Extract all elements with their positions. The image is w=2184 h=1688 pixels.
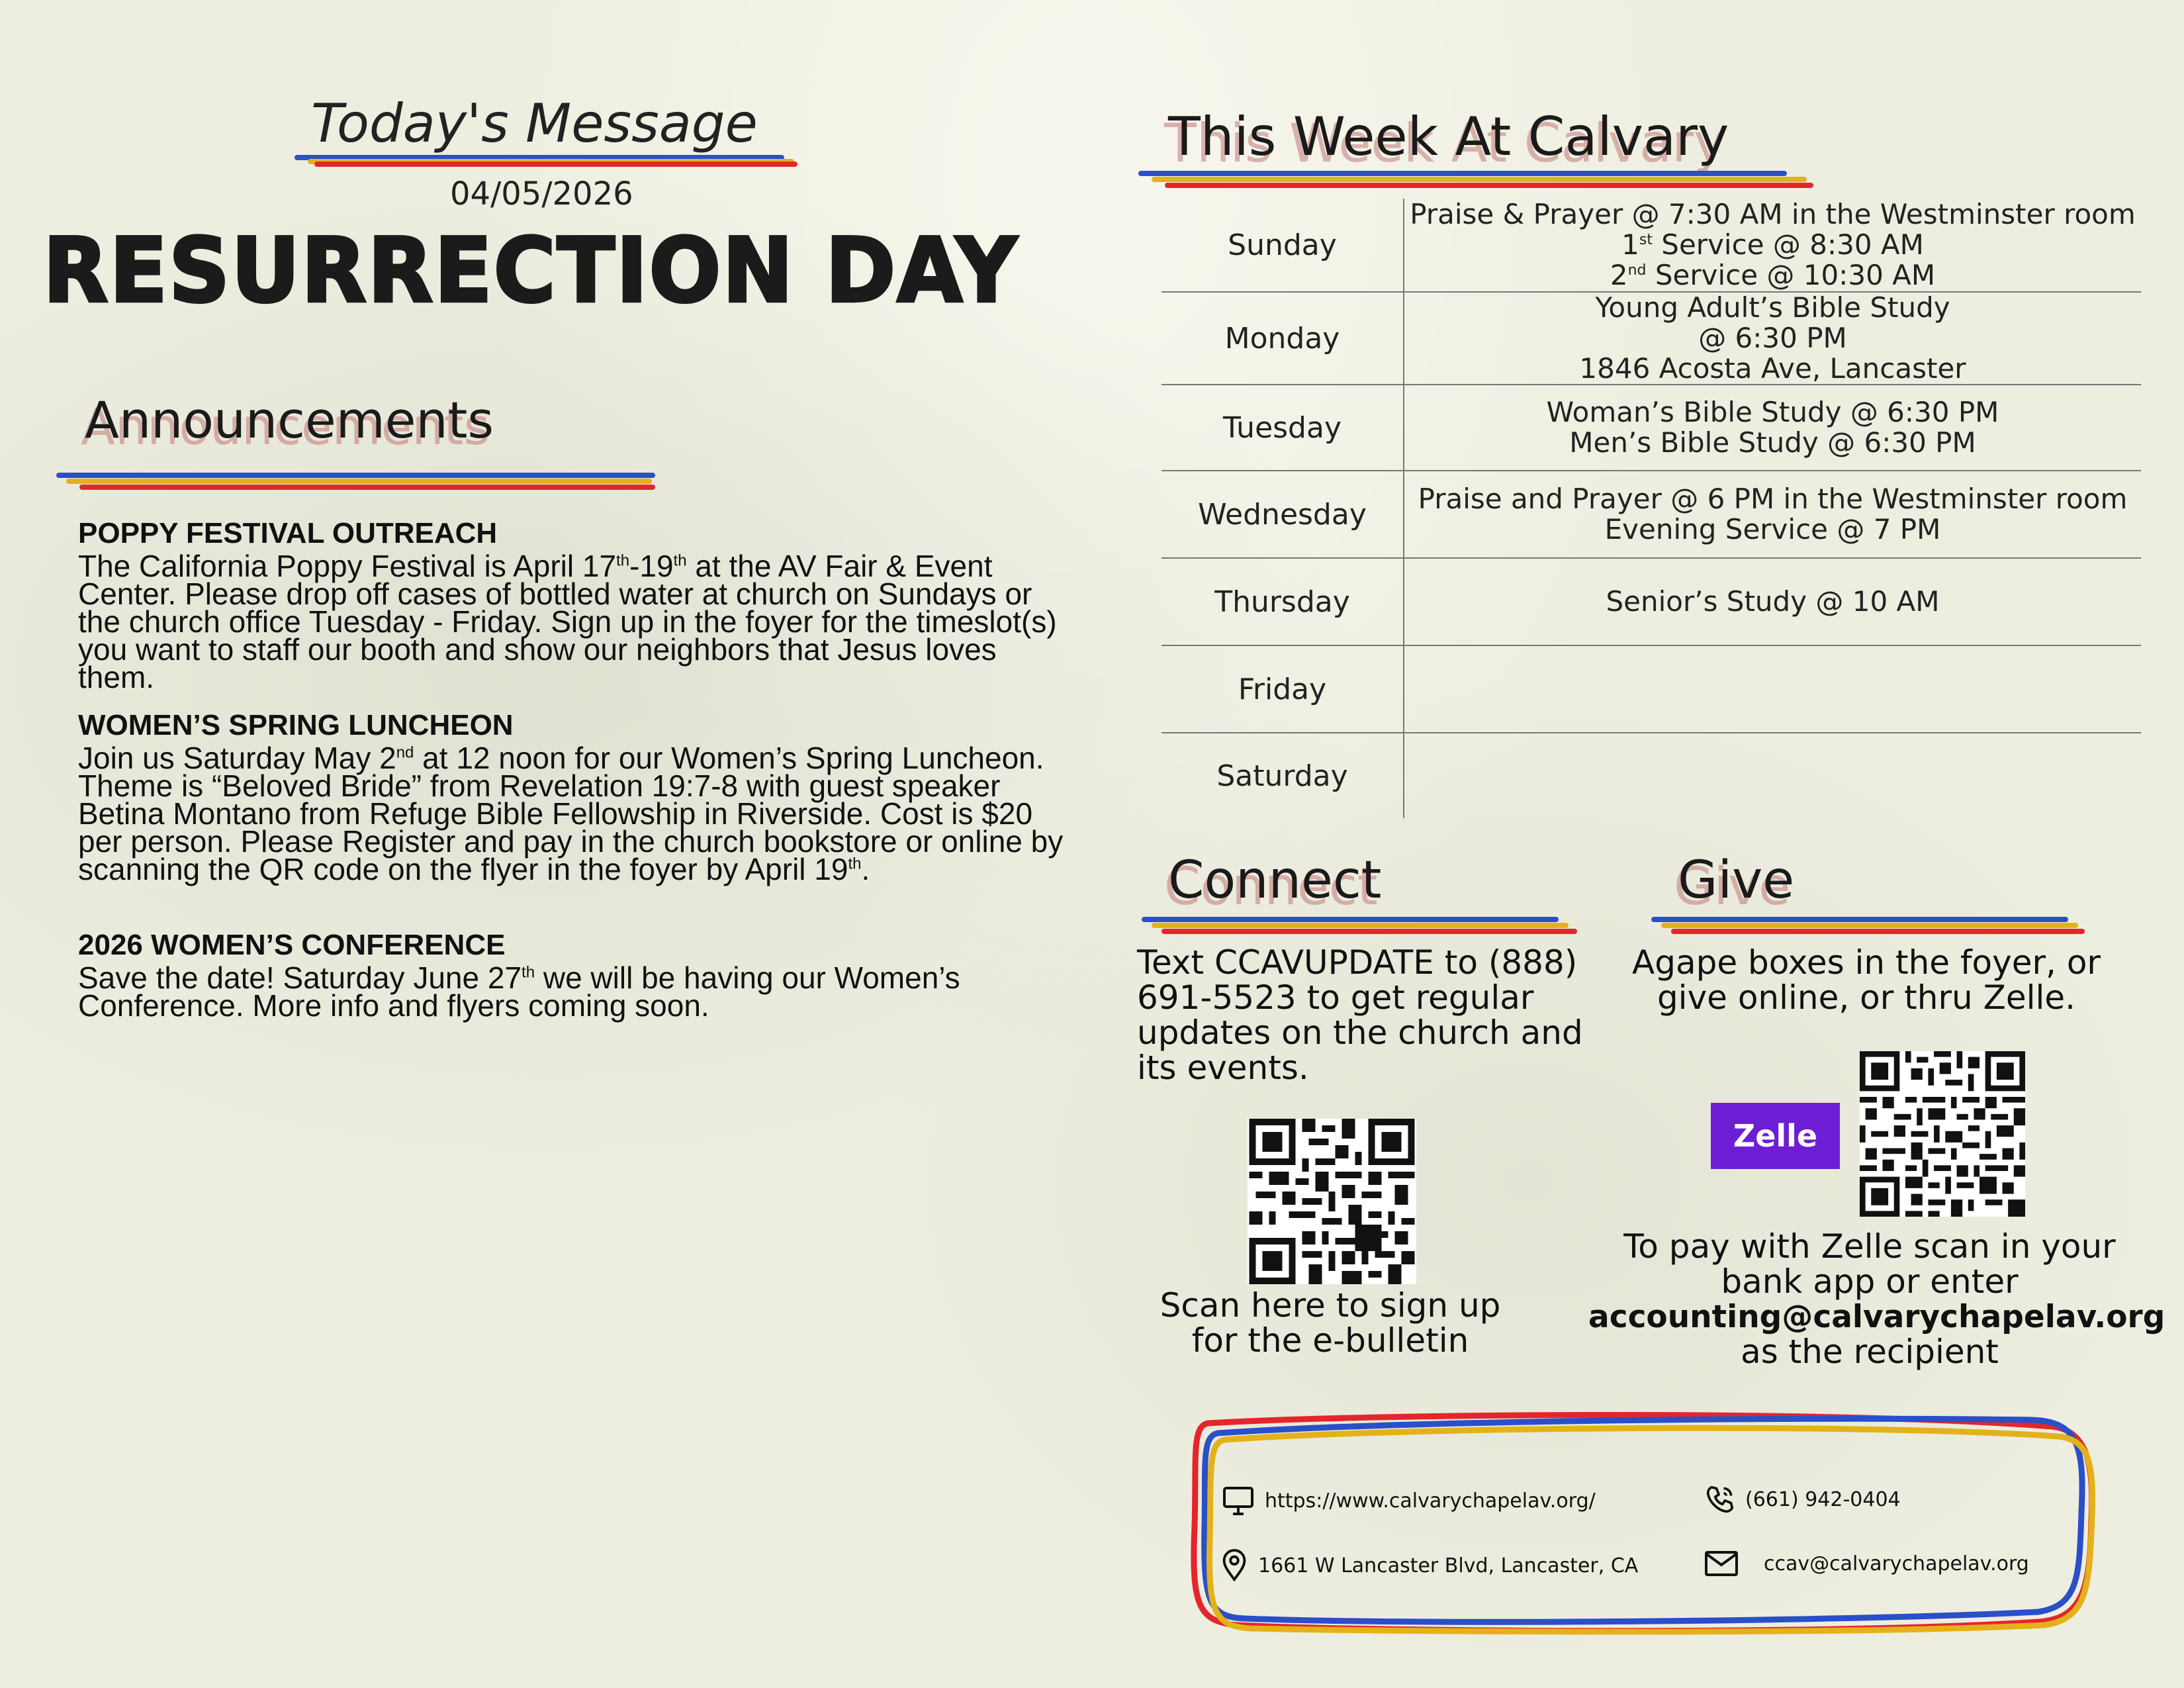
schedule-day: Saturday	[1161, 733, 1404, 818]
address-text[interactable]: 1661 W Lancaster Blvd, Lancaster, CA	[1258, 1554, 1639, 1577]
announcement-title: WOMEN’S SPRING LUNCHEON	[78, 709, 514, 741]
schedule-row-friday	[1161, 646, 2141, 733]
location-pin-icon	[1221, 1549, 1248, 1582]
connect-underline	[1142, 917, 1578, 937]
announcement-body: The California Poppy Festival is April 17th-19th at the AV Fair & Event Center. Please drop off cases of bottled water at church on Sundays or the church office Tuesday - Friday. Sign up in the foyer for the timeslot(s) you want to staff our booth and show our neighbors that Jesus loves them.	[78, 549, 1057, 695]
zelle-instructions: To pay with Zelle scan in your bank app or enter accounting@calvarychapelav.org as the recipient	[1588, 1227, 2165, 1371]
schedule-events	[1404, 733, 2141, 818]
contact-website[interactable]	[1222, 1486, 1596, 1515]
schedule-day: Thursday	[1161, 559, 1404, 645]
schedule-events: Praise & Prayer @ 7:30 AM in the Westminster room 1st Service @ 8:30 AM 2nd Service @ 10:30 AM	[1410, 198, 2136, 291]
monitor-icon	[1222, 1486, 1254, 1515]
website-link[interactable]: https://www.calvarychapelav.org/	[1265, 1489, 1596, 1513]
schedule-day: Monday	[1161, 293, 1404, 384]
contact-phone[interactable]	[1706, 1485, 1901, 1514]
contact-frame	[1178, 1407, 2098, 1638]
schedule-day: Wednesday	[1161, 471, 1404, 557]
schedule-row-thursday	[1161, 559, 2141, 646]
scan-signup-text: Scan here to sign up for the e-bulletin	[1160, 1286, 1501, 1360]
schedule-row-wednesday	[1161, 471, 2141, 559]
contact-address[interactable]	[1221, 1549, 1638, 1582]
message-date: 04/05/2026	[450, 175, 633, 212]
weekly-schedule	[1161, 199, 2141, 818]
announcement-luncheon	[78, 709, 1071, 887]
announcements-heading: Announcements	[85, 391, 494, 449]
schedule-row-tuesday	[1161, 385, 2141, 471]
connect-heading: Connect	[1168, 851, 1382, 910]
give-text: Agape boxes in the foyer, or give online, or thru Zelle.	[1632, 943, 2101, 1017]
title-underline	[295, 155, 804, 168]
schedule-events: Woman’s Bible Study @ 6:30 PM Men’s Bible Study @ 6:30 PM	[1546, 396, 1999, 459]
email-link[interactable]: ccav@calvarychapelav.org	[1764, 1552, 2029, 1575]
schedule-day: Sunday	[1161, 199, 1404, 291]
connect-text: Text CCAVUPDATE to (888) 691-5523 to get regular updates on the church and its events.	[1137, 943, 1583, 1087]
zelle-email: accounting@calvarychapelav.org	[1588, 1299, 2165, 1335]
schedule-events	[1404, 646, 2141, 732]
announcement-conference	[78, 929, 1071, 1023]
give-heading: Give	[1678, 851, 1795, 910]
week-underline	[1138, 171, 1820, 191]
schedule-events: Praise and Prayer @ 6 PM in the Westminster room Evening Service @ 7 PM	[1418, 483, 2128, 545]
phone-icon	[1706, 1485, 1735, 1514]
announcement-poppy	[78, 517, 1071, 695]
announcement-body: Save the date! Saturday June 27th we will be having our Women’s Conference. More info and flyers coming soon.	[78, 961, 960, 1023]
schedule-day: Friday	[1161, 646, 1404, 732]
mail-icon	[1704, 1550, 1739, 1577]
schedule-row-saturday	[1161, 733, 2141, 818]
announcement-body: Join us Saturday May 2nd at 12 noon for our Women’s Spring Luncheon. Theme is “Beloved Bride” from Revelation 19:7-8 with guest speaker Betina Montano from Refuge Bible Fellowship in Riverside. Cost is $20 per person. Please Register and pay in the church bookstore or online by scanning the QR code on the flyer in the foyer by April 19th.	[78, 741, 1064, 887]
announcements-underline	[56, 473, 662, 492]
give-underline	[1651, 917, 2091, 937]
schedule-row-monday	[1161, 293, 2141, 385]
phone-number[interactable]: (661) 942-0404	[1745, 1487, 1901, 1511]
schedule-day: Tuesday	[1161, 385, 1404, 470]
message-title: RESURRECTION DAY	[43, 219, 1019, 323]
zelle-qr-code[interactable]	[1860, 1051, 2025, 1217]
todays-message-label: Today's Message	[311, 93, 758, 154]
schedule-events: Young Adult’s Bible Study @ 6:30 PM 1846 Acosta Ave, Lancaster	[1579, 291, 1966, 385]
this-week-heading: This Week At Calvary	[1168, 106, 1729, 167]
ebulletin-qr-code[interactable]	[1248, 1119, 1416, 1284]
zelle-logo: Zelle	[1711, 1103, 1840, 1169]
schedule-events: Senior’s Study @ 10 AM	[1606, 585, 1940, 618]
schedule-row-sunday	[1161, 199, 2141, 293]
announcement-title: POPPY FESTIVAL OUTREACH	[78, 517, 498, 549]
contact-email[interactable]	[1704, 1550, 2029, 1577]
announcement-title: 2026 WOMEN’S CONFERENCE	[78, 929, 506, 961]
